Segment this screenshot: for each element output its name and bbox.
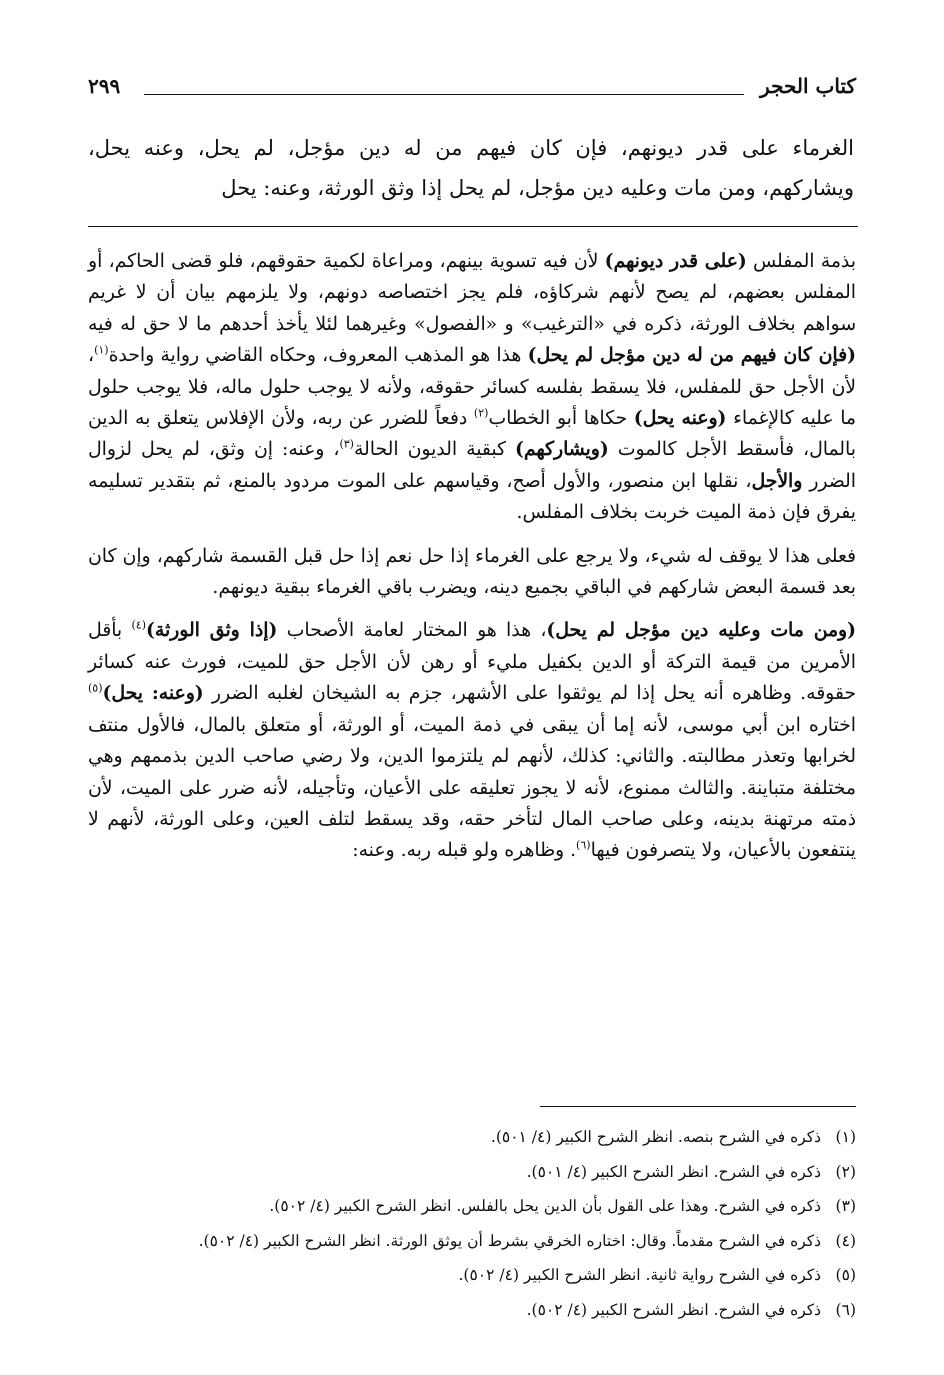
footnote-ref: (٣) [339, 438, 354, 452]
commentary-paragraph-2: فعلى هذا لا يوقف له شيء، ولا يرجع على الغرماء إذا حل نعم إذا حل قبل القسمة شاركهم، وإن كان بعد قسمة البعض شاركهم في الباقي بجميع دينه، ويضرب باقي الغرماء ببقية ديونهم. [88, 545, 856, 599]
footnote-text: ذكره في الشرح. انظر الشرح الكبير (٤/ ٥٠٢). [526, 1300, 822, 1319]
text-segment: ، وعنه: إن وثق، لم يحل لزوال الضرر [88, 439, 856, 492]
footnote-number: (٥) [835, 1266, 856, 1284]
matn-quote: (فإن كان فيهم من له دين مؤجل لم يحل) [527, 344, 856, 367]
footnote [88, 1224, 856, 1259]
header-rule [144, 94, 744, 95]
footnote [88, 1189, 856, 1224]
footnote-text: ذكره في الشرح. انظر الشرح الكبير (٤/ ٥٠١). [526, 1162, 822, 1181]
matn-quote: (ويشاركهم) [515, 438, 609, 461]
matn-quote: (وعنه: يحل) [102, 682, 204, 705]
footnotes-divider [540, 1106, 856, 1107]
text-segment: اختاره ابن أبي موسى، لأنه إما أن يبقى في ذمة الميت، أو الورثة، أو متعلق بالمال، فالأول منتف لخرابها وتعذر مطالبته. والثاني: كذلك، لأنهم لم يلتزموا الدين، ولا رضي صاحب الدين بذممهم وهي مختلفة متباينة. والثالث ممنوع، لأنه لا يجوز تعليقه على الأعيان، وتأجيله، لأنه ضرر على الميت، لأن ذمته مرتهنة بدينه، وعلى صاحب المال لتأخر حقه، وقد يسقط لتلف العين، وعلى الورثة، لأنهم لا ينتفعون بالأعيان، ولا يتصرفون فيها [88, 714, 856, 862]
matn-divider [88, 226, 858, 227]
matn-text: الغرماء على قدر ديونهم، فإن كان فيهم من له دين مؤجل، لم يحل، وعنه يحل، ويشاركهم، ومن مات وعليه دين مؤجل، لم يحل إذا وثق الورثة، وعنه: يحل [88, 136, 854, 200]
text-segment: . وظاهره ولو قبله ربه. وعنه: [352, 840, 577, 862]
footnote-number: (٤) [835, 1231, 856, 1250]
footnote [88, 1258, 856, 1293]
footnote-number: (٢) [835, 1162, 856, 1181]
page-number: ٢٩٩ [88, 74, 121, 98]
commentary-paragraph-1 [88, 246, 856, 529]
text-segment: حكاها أبو الخطاب [488, 408, 634, 430]
text-segment: ، هذا هو المختار لعامة الأصحاب [277, 620, 547, 642]
matn-quote: (على قدر ديونهم) [604, 250, 747, 272]
text-segment: بأقل الأمرين من قيمة التركة أو الدين بكفيل مليء أو رهن لأن الأجل حق للميت، فورث عنه كسائر حقوقه. وظاهره أنه يحل إذا لم يوثقوا على الأشهر، جزم به الشيخان لغلبه الضرر [88, 620, 856, 705]
footnote-text: ذكره في الشرح بنصه. انظر الشرح الكبير (٤/ ٥٠١). [490, 1128, 822, 1146]
text-segment: ، لأن الأجل حق للمفلس، فلا يسقط بفلسه كسائر حقوقه، ولأنه لا يوجب حلول ماله، فلا يوجب حلول ما عليه كالإغماء [88, 345, 856, 430]
matn-quote: والأجل [751, 469, 803, 492]
footnote-number: (٦) [835, 1300, 856, 1319]
footnote [88, 1120, 856, 1155]
text-segment: ، نقلها ابن منصور، والأول أصح، وقياسهم على الموت مردود بالمنع، ثم بتقدير تسليمه يفرق فإن ذمة الميت خربت بخلاف المفلس. [88, 470, 856, 524]
footnote [88, 1293, 856, 1328]
matn-quote: (إذا وثق الورثة) [146, 619, 278, 642]
text-segment: بذمة المفلس [746, 251, 856, 272]
running-title: كتاب الحجر [760, 74, 856, 98]
commentary-paragraph-3 [88, 615, 856, 866]
text-segment: كبقية الديون الحالة [353, 439, 516, 461]
footnote-text: ذكره في الشرح. وهذا على القول بأن الدين يحل بالفلس. انظر الشرح الكبير (٤/ ٥٠٢). [269, 1197, 822, 1215]
text-segment: لأن فيه تسوية بينهم، ومراعاة لكمية حقوقهم، فلو قضى الحاكم، أو المفلس بعضهم، لم يصح لأنهم شركاؤه، فلم يجز اختصاصه دونهم، ولا يلزمهم بيان أن لا غريم سواهم بخلاف الورثة، ذكره في «الترغيب» و «الفصول» وغيرهما لئلا يأخذ أحدهم ما لا حق له فيه [88, 251, 856, 335]
text-segment: هذا هو المذهب المعروف، وحكاه القاضي رواية واحدة [108, 345, 528, 367]
footnote-ref: (٤) [131, 619, 146, 633]
text-segment: دفعاً للضرر عن ربه، ولأن الإفلاس يتعلق به الدين بالمال، فأسقط الأجل كالموت [88, 408, 856, 461]
footnote-ref: (٦) [576, 839, 591, 853]
commentary [88, 246, 856, 867]
footnote-text: ذكره في الشرح رواية ثانية. انظر الشرح الكبير (٤/ ٥٠٢). [458, 1266, 822, 1284]
matn-quote: (ومن مات وعليه دين مؤجل لم يحل) [546, 619, 857, 642]
footnote [88, 1155, 856, 1190]
footnote-ref: (٥) [88, 682, 103, 696]
footnote-ref: (٢) [473, 406, 489, 420]
footnote-ref: (١) [94, 343, 109, 357]
footnote-number: (٣) [835, 1197, 856, 1215]
page-header [88, 74, 856, 104]
footnotes [88, 1120, 856, 1327]
footnote-number: (١) [835, 1128, 856, 1146]
footnote-text: ذكره في الشرح مقدماً. وقال: اختاره الخرقي بشرط أن يوثق الورثة. انظر الشرح الكبير (٤/ ٥٠٢). [198, 1231, 822, 1250]
matn-quote: (وعنه يحل) [633, 407, 727, 430]
